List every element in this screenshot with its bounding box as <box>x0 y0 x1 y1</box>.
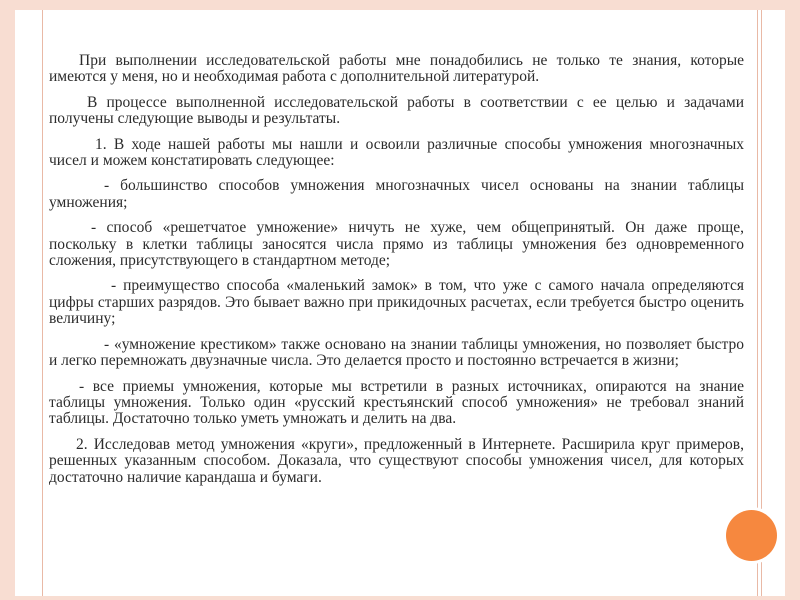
left-border-line <box>42 10 43 596</box>
right-border-line-outer <box>761 10 762 596</box>
slide-text-body <box>49 53 744 495</box>
paragraph-intro: При выполнении исследовательской работы мне понадобились не только те знания, которые имеются у меня, но и необходимая работа с дополнительной литературой. <box>49 52 744 86</box>
paragraph-bullet-table: - большинство способов умножения многозначных чисел основаны на знании таблицы умножения; <box>49 177 744 211</box>
paragraph-bullet-all-methods: - все приемы умножения, которые мы встретили в разных источниках, опираются на знание таблицы умножения. Только один «русский крестьянский способ умножения» не требовал знаний таблицы. Достаточно только уметь умножать и делить на два. <box>49 377 744 428</box>
paragraph-bullet-castle: - преимущество способа «маленький замок» в том, что уже с самого начала определяются цифры старших разрядов. Это бывает важно при прикидочных расчетах, если требуется быстро оценить величину; <box>49 277 744 328</box>
paragraph-bullet-lattice: - способ «решетчатое умножение» ничуть не хуже, чем общепринятый. Он даже проще, поскольку в клетки таблицы заносятся числа прямо из таблицы умножения без одновременного сложения, присутствующего в стандартном методе; <box>49 219 744 270</box>
paragraph-bullet-cross: - «умножение крестиком» также основано на знании таблицы умножения, но позволяет быстро и легко перемножать двузначные числа. Это делается просто и постоянно встречается в жизни; <box>49 335 744 370</box>
paragraph-conclusion-2: 2. Исследовав метод умножения «круги», предложенный в Интернете. Расширила круг примеров, решенных указанным способом. Доказала, что существуют способы умножения чисел, для которых достаточно наличие карандаша и бумаги. <box>49 435 744 486</box>
orange-circle-decoration <box>726 510 777 561</box>
paragraph-conclusion-1: 1. В ходе нашей работы мы нашли и освоили различные способы умножения многозначных чисел и можем констатировать следующее: <box>49 135 744 170</box>
paragraph-results-intro: В процессе выполненной исследовательской работы в соответствии с ее целью и задачами получены следующие выводы и результаты. <box>49 93 744 128</box>
right-border-line <box>757 10 758 596</box>
slide-frame <box>15 10 785 596</box>
